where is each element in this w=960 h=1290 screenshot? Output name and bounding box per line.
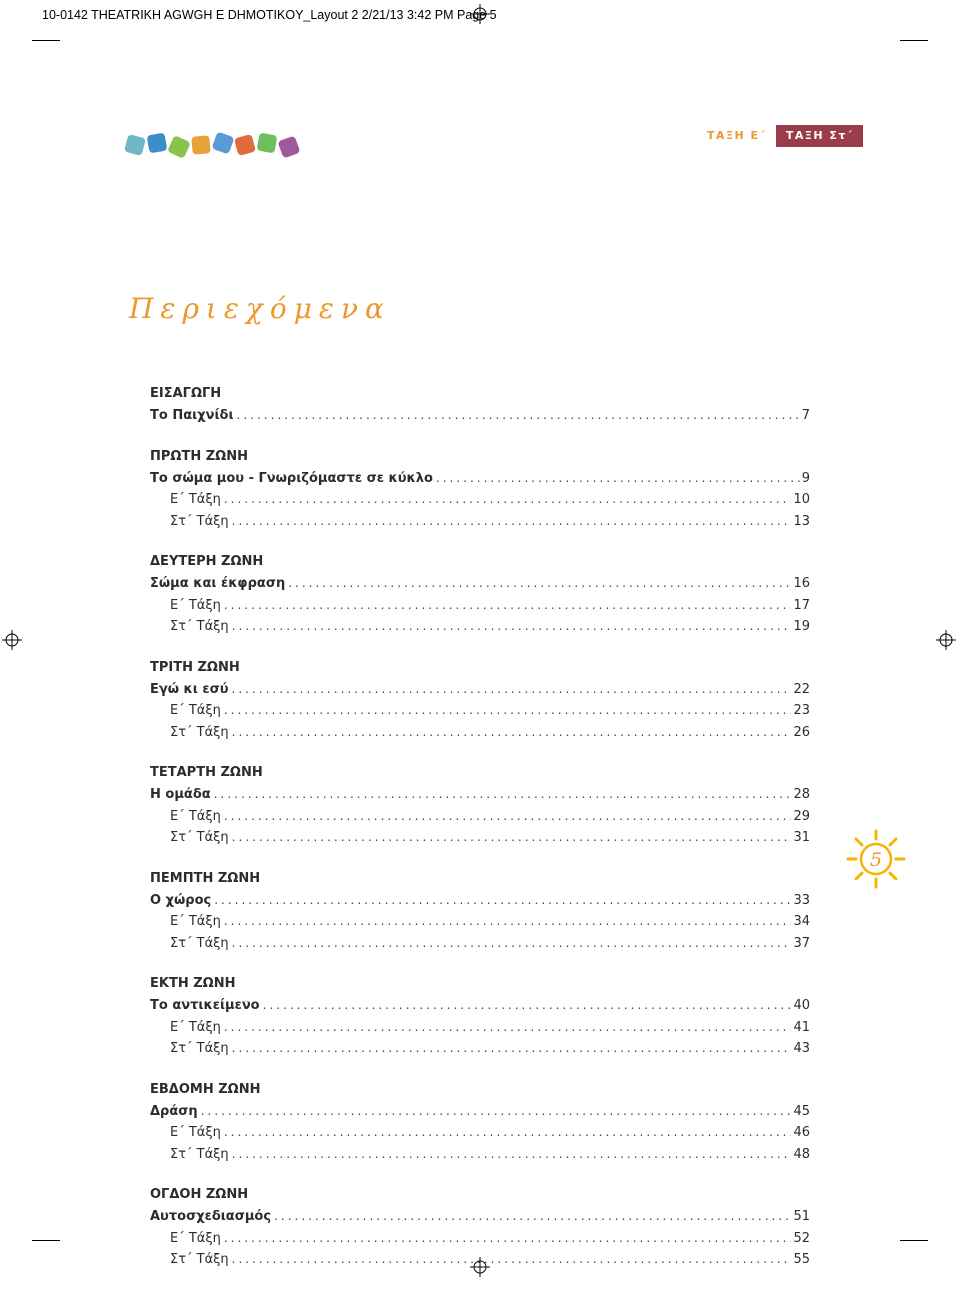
entry-page: 19	[793, 619, 810, 634]
toc-entry	[150, 616, 810, 638]
entry-page: 17	[793, 597, 810, 613]
page-title: Περιεχόμενα	[129, 292, 391, 325]
entry-label: Ε΄ Τάξη	[170, 597, 221, 613]
entry-page: 16	[793, 576, 810, 591]
section-heading: ΕΚΤΗ ΖΩΝΗ	[150, 976, 236, 991]
entry-label: Το Παιχνίδι	[150, 408, 234, 423]
dot-leader	[274, 1206, 791, 1228]
toc-entry	[150, 1228, 810, 1250]
dot-leader	[288, 573, 791, 595]
entry-label: Ε΄ Τάξη	[170, 1019, 221, 1035]
grade-tabs	[697, 125, 863, 147]
page-number: 5	[869, 849, 883, 871]
puzzle-piece-icon	[211, 131, 234, 154]
toc-entry	[150, 405, 810, 427]
toc-section	[150, 657, 810, 744]
dot-leader	[232, 511, 792, 533]
toc-entry	[150, 595, 810, 617]
entry-label: Δράση	[150, 1103, 198, 1119]
dot-leader	[232, 1144, 792, 1166]
toc-entry	[150, 700, 810, 722]
entry-page: 40	[793, 998, 810, 1013]
toc-entry	[150, 1144, 810, 1166]
toc-section	[150, 868, 810, 955]
dot-leader	[201, 1101, 792, 1123]
entry-label: Ο χώρος	[150, 892, 212, 908]
entry-label: Ε΄ Τάξη	[170, 914, 221, 929]
entry-page: 55	[793, 1252, 810, 1267]
toc-section	[150, 762, 810, 849]
crop-mark	[900, 1240, 928, 1241]
dot-leader	[436, 468, 800, 490]
entry-page: 26	[793, 724, 810, 740]
dot-leader	[214, 784, 792, 806]
registration-mark-icon	[470, 4, 490, 24]
entry-label: Αυτοσχεδιασμός	[150, 1209, 272, 1224]
section-heading: ΤΕΤΑΡΤΗ ΖΩΝΗ	[150, 765, 263, 780]
entry-page: 28	[793, 787, 810, 802]
entry-label: Στ΄ Τάξη	[170, 724, 229, 740]
dot-leader	[224, 806, 792, 828]
toc-entry	[150, 489, 810, 511]
section-heading: ΔΕΥΤΕΡΗ ΖΩΝΗ	[150, 554, 264, 569]
puzzle-pieces-decoration	[124, 130, 304, 160]
toc-entry	[150, 784, 810, 806]
entry-page: 37	[793, 935, 810, 951]
toc-entry	[150, 890, 810, 912]
sun-page-number-icon	[845, 828, 907, 890]
crop-mark	[32, 40, 60, 41]
entry-page: 51	[793, 1209, 810, 1224]
entry-page: 9	[801, 470, 810, 486]
toc-section	[150, 1079, 810, 1166]
entry-page: 33	[793, 892, 810, 908]
entry-page: 29	[793, 808, 810, 824]
entry-page: 31	[793, 830, 810, 845]
toc-entry	[150, 827, 810, 849]
entry-label: Εγώ κι εσύ	[150, 681, 229, 697]
registration-mark-icon	[936, 630, 956, 650]
tab-grade-st: ΤΑΞΗ Στ΄	[776, 125, 863, 147]
puzzle-piece-icon	[147, 133, 168, 154]
toc-entry	[150, 1122, 810, 1144]
dot-leader	[224, 1017, 792, 1039]
entry-label: Ε΄ Τάξη	[170, 1230, 221, 1246]
dot-leader	[224, 1228, 792, 1250]
table-of-contents	[150, 383, 810, 1290]
entry-label: Στ΄ Τάξη	[170, 1146, 229, 1162]
toc-entry	[150, 806, 810, 828]
tab-grade-e: ΤΑΞΗ Ε΄	[697, 125, 776, 147]
puzzle-piece-icon	[257, 133, 278, 154]
entry-label: Η ομάδα	[150, 787, 211, 802]
entry-page: 22	[793, 681, 810, 697]
toc-entry	[150, 911, 810, 933]
crop-mark	[32, 1240, 60, 1241]
entry-page: 48	[793, 1146, 810, 1162]
puzzle-piece-icon	[277, 135, 300, 158]
dot-leader	[224, 595, 792, 617]
toc-section	[150, 973, 810, 1060]
dot-leader	[232, 933, 792, 955]
puzzle-piece-icon	[234, 134, 256, 156]
section-heading: ΟΓΔΟΗ ΖΩΝΗ	[150, 1187, 249, 1202]
entry-label: Σώμα και έκφραση	[150, 576, 286, 591]
entry-label: Στ΄ Τάξη	[170, 935, 229, 951]
dot-leader	[232, 827, 792, 849]
entry-label: Στ΄ Τάξη	[170, 1252, 229, 1267]
crop-mark	[900, 40, 928, 41]
dot-leader	[232, 1038, 792, 1060]
toc-entry	[150, 1249, 810, 1271]
toc-section	[150, 446, 810, 533]
dot-leader	[232, 722, 792, 744]
section-heading: ΤΡΙΤΗ ΖΩΝΗ	[150, 659, 240, 675]
entry-page: 7	[801, 408, 810, 423]
section-heading: ΕΙΣΑΓΩΓΗ	[150, 386, 222, 401]
dot-leader	[224, 700, 792, 722]
entry-page: 10	[793, 492, 810, 507]
entry-page: 34	[793, 914, 810, 929]
section-heading: ΠΡΩΤΗ ΖΩΝΗ	[150, 448, 248, 464]
toc-entry	[150, 1101, 810, 1123]
section-heading: ΕΒΔΟΜΗ ΖΩΝΗ	[150, 1081, 261, 1097]
entry-label: Στ΄ Τάξη	[170, 830, 229, 845]
section-heading: ΠΕΜΠΤΗ ΖΩΝΗ	[150, 870, 261, 886]
toc-entry	[150, 933, 810, 955]
entry-page: 52	[793, 1230, 810, 1246]
dot-leader	[224, 911, 792, 933]
dot-leader	[232, 679, 792, 701]
entry-page: 41	[793, 1019, 810, 1035]
dot-leader	[263, 995, 792, 1017]
toc-entry	[150, 1038, 810, 1060]
entry-page: 46	[793, 1125, 810, 1140]
toc-section	[150, 551, 810, 638]
toc-section	[150, 383, 810, 427]
toc-entry	[150, 722, 810, 744]
puzzle-piece-icon	[167, 135, 191, 159]
entry-label: Το αντικείμενο	[150, 998, 260, 1013]
toc-section	[150, 1184, 810, 1271]
entry-page: 23	[793, 703, 810, 718]
dot-leader	[237, 405, 800, 427]
dot-leader	[224, 489, 792, 511]
entry-label: Στ΄ Τάξη	[170, 1041, 229, 1056]
toc-entry	[150, 573, 810, 595]
entry-page: 43	[793, 1041, 810, 1056]
toc-entry	[150, 468, 810, 490]
entry-page: 13	[793, 513, 810, 529]
dot-leader	[224, 1122, 792, 1144]
print-slug: 10-0142 THEATRIKH AGWGH E DHMOTIKOY_Layout 2 2/21/13 3:42 PM Page 5	[42, 8, 497, 22]
toc-entry	[150, 511, 810, 533]
toc-entry	[150, 679, 810, 701]
toc-entry	[150, 1017, 810, 1039]
registration-mark-icon	[2, 630, 22, 650]
puzzle-piece-icon	[191, 135, 211, 155]
entry-label: Το σώμα μου - Γνωριζόμαστε σε κύκλο	[150, 470, 433, 486]
dot-leader	[232, 616, 792, 638]
entry-page: 45	[793, 1103, 810, 1119]
dot-leader	[214, 890, 791, 912]
entry-label: Ε΄ Τάξη	[170, 1125, 221, 1140]
toc-entry	[150, 1206, 810, 1228]
entry-label: Ε΄ Τάξη	[170, 703, 221, 718]
toc-entry	[150, 995, 810, 1017]
entry-label: Στ΄ Τάξη	[170, 619, 229, 634]
entry-label: Στ΄ Τάξη	[170, 513, 229, 529]
puzzle-piece-icon	[124, 134, 146, 156]
dot-leader	[232, 1249, 792, 1271]
entry-label: Ε΄ Τάξη	[170, 808, 221, 824]
entry-label: Ε΄ Τάξη	[170, 492, 221, 507]
